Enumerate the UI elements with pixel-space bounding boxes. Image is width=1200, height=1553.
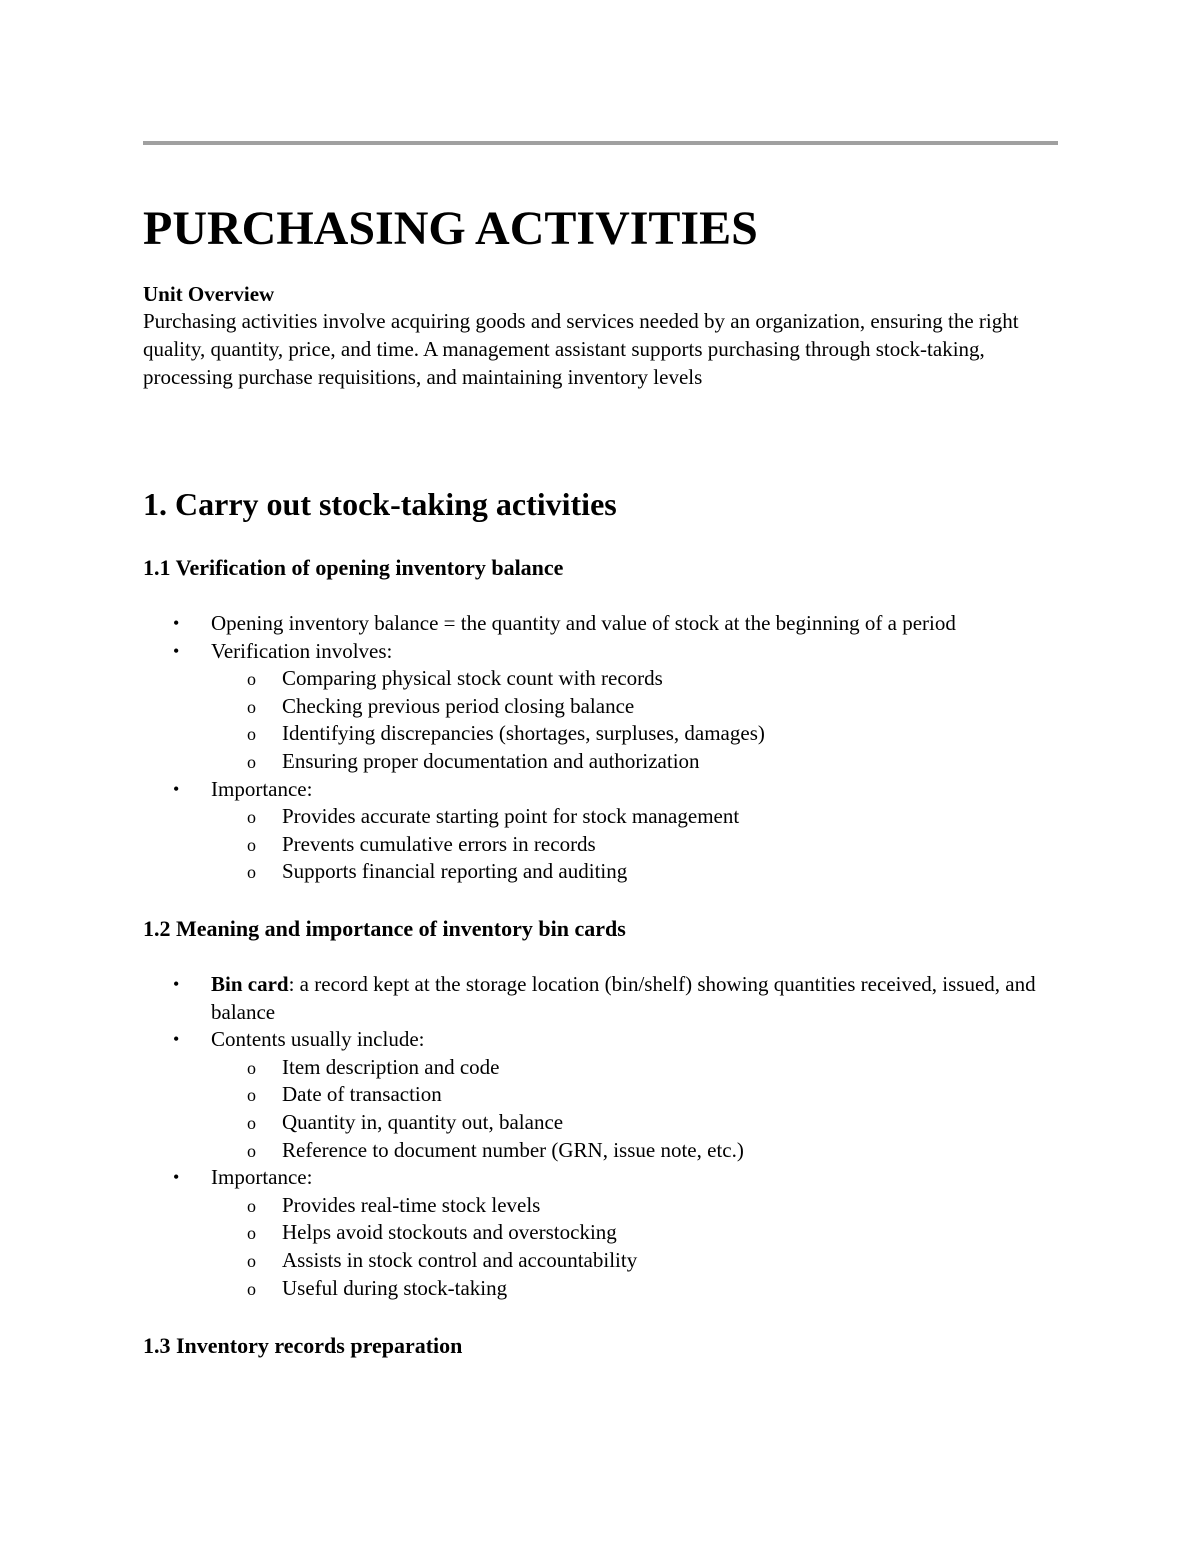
document-title: PURCHASING ACTIVITIES: [143, 202, 758, 255]
sub-list-item: [211, 1109, 1058, 1137]
list-item-text: : a record kept at the storage location (bin/shelf) showing quantities received, issued, and balance: [211, 972, 1036, 1024]
list-item: [143, 776, 1058, 886]
sub-list-item: [211, 693, 1058, 721]
horizontal-rule: [143, 141, 1058, 145]
section-1-3-heading: 1.3 Inventory records preparation: [143, 1333, 463, 1358]
bullet-icon: •: [173, 974, 180, 994]
sub-list-item-text: Assists in stock control and accountability: [282, 1247, 638, 1272]
bullet-icon: •: [173, 613, 180, 633]
circle-bullet-icon: o: [247, 669, 256, 690]
list-item-text: Opening inventory balance = the quantity and value of stock at the beginning of a period: [211, 611, 956, 635]
sub-list-item-text: Helps avoid stockouts and overstocking: [282, 1220, 617, 1245]
list-item: [143, 610, 1058, 638]
sub-list-item-text: Item description and code: [282, 1054, 500, 1079]
section-1-1-heading: 1.1 Verification of opening inventory balance: [143, 555, 564, 580]
circle-bullet-icon: o: [247, 1195, 256, 1216]
circle-bullet-icon: o: [247, 696, 256, 717]
list-item: [143, 638, 1058, 776]
circle-bullet-icon: o: [247, 751, 256, 772]
sub-list: [211, 665, 1058, 775]
sub-list-item: [211, 1192, 1058, 1220]
list-item-text: Contents usually include:: [211, 1027, 425, 1052]
sub-list-item: [211, 720, 1058, 748]
circle-bullet-icon: o: [247, 724, 256, 745]
circle-bullet-icon: o: [247, 862, 256, 883]
bullet-icon: •: [173, 640, 180, 661]
section-1-1-list: [143, 610, 1058, 886]
sub-list-item: [211, 858, 1058, 886]
list-item-text: Importance:: [211, 776, 313, 801]
sub-list-item: [211, 831, 1058, 859]
unit-overview-heading: Unit Overview: [143, 282, 275, 306]
sub-list-item: [211, 1219, 1058, 1247]
circle-bullet-icon: o: [247, 807, 256, 828]
sub-list-item-text: Checking previous period closing balance: [282, 693, 635, 718]
term-bold: Bin card: [211, 972, 289, 996]
list-item-text: Verification involves:: [211, 638, 393, 663]
sub-list-item-text: Identifying discrepancies (shortages, surpluses, damages): [282, 721, 765, 746]
circle-bullet-icon: o: [247, 1112, 256, 1133]
sub-list-item-text: Useful during stock-taking: [282, 1275, 508, 1300]
sub-list-item: [211, 665, 1058, 693]
bullet-icon: •: [173, 778, 180, 799]
sub-list-item-text: Date of transaction: [282, 1082, 442, 1107]
circle-bullet-icon: o: [247, 1250, 256, 1271]
sub-list-item-text: Provides real-time stock levels: [282, 1192, 541, 1217]
list-item: [143, 1164, 1058, 1302]
sub-list-item-text: Prevents cumulative errors in records: [282, 831, 596, 856]
unit-overview-text: Purchasing activities involve acquiring goods and services needed by an organization, ensuring the right quality, quantity, price, and time. A management assistant supports purchasing through stock-taking, processing purchase requisitions, and maintaining inventory levels: [143, 309, 1019, 389]
sub-list-item: [211, 1081, 1058, 1109]
sub-list-item-text: Supports financial reporting and auditing: [282, 859, 628, 884]
list-item: [143, 971, 1058, 1026]
circle-bullet-icon: o: [247, 1140, 256, 1161]
sub-list-item: [211, 1275, 1058, 1303]
sub-list-item: [211, 748, 1058, 776]
sub-list-item-text: Reference to document number (GRN, issue note, etc.): [282, 1137, 744, 1162]
circle-bullet-icon: o: [247, 1223, 256, 1244]
sub-list-item: [211, 1137, 1058, 1165]
circle-bullet-icon: o: [247, 1085, 256, 1106]
sub-list-item-text: Quantity in, quantity out, balance: [282, 1109, 564, 1134]
circle-bullet-icon: o: [247, 834, 256, 855]
sub-list: [211, 1054, 1058, 1164]
bullet-icon: •: [173, 1029, 180, 1050]
section-1-heading: 1. Carry out stock-taking activities: [143, 486, 617, 522]
circle-bullet-icon: o: [247, 1057, 256, 1078]
list-item-text: Importance:: [211, 1165, 313, 1190]
sub-list-item-text: Provides accurate starting point for stock management: [282, 804, 740, 829]
section-1-2-heading: 1.2 Meaning and importance of inventory bin cards: [143, 916, 626, 941]
section-1-2-list: [143, 971, 1058, 1302]
sub-list-item: [211, 1247, 1058, 1275]
sub-list-item: [211, 1054, 1058, 1082]
sub-list-item-text: Comparing physical stock count with records: [282, 666, 663, 691]
sub-list: [211, 803, 1058, 886]
bullet-icon: •: [173, 1167, 180, 1188]
sub-list-item: [211, 803, 1058, 831]
sub-list: [211, 1192, 1058, 1302]
list-item: [143, 1026, 1058, 1164]
circle-bullet-icon: o: [247, 1278, 256, 1299]
sub-list-item-text: Ensuring proper documentation and authorization: [282, 748, 700, 773]
